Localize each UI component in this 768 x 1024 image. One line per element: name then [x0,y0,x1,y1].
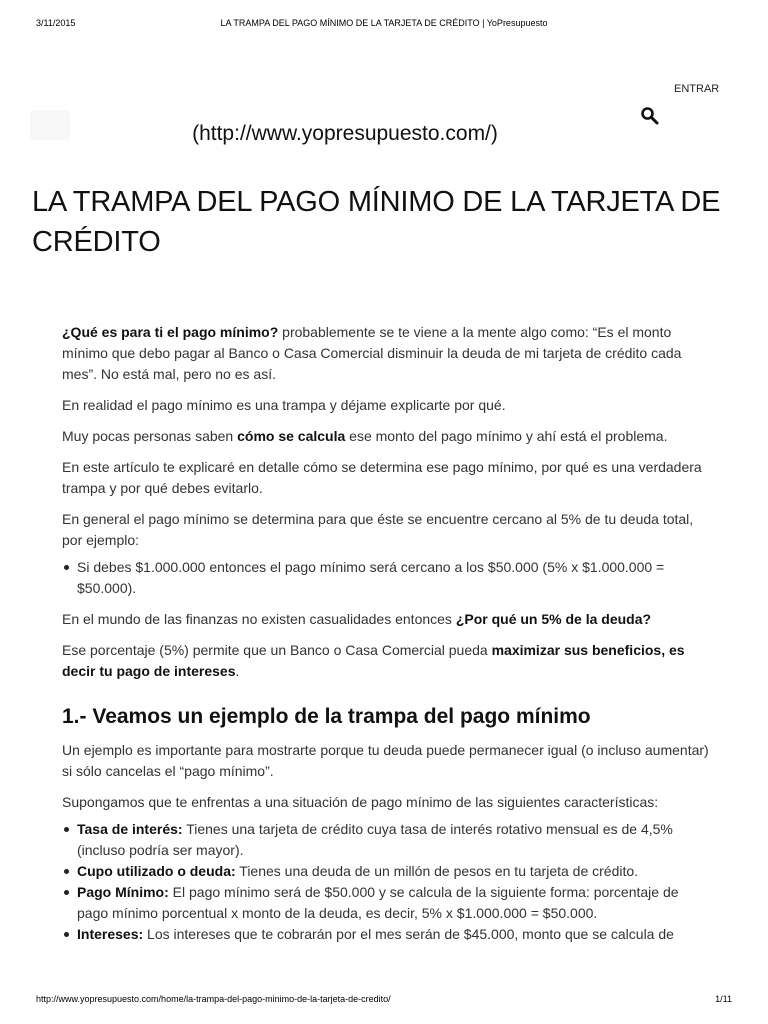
site-home-link[interactable]: (http://www.yopresupuesto.com/) [192,122,498,145]
bold-text: Cupo utilizado o deuda: [77,863,236,879]
bold-text: maximizar sus beneficios, es decir tu pago de intereses [62,642,685,679]
paragraph-text: Ese porcentaje (5%) permite que un Banco o Casa Comercial pueda [62,642,492,658]
print-footer [36,994,732,1008]
paragraph: Un ejemplo es importante para mostrarte porque tu deuda puede permanecer igual (o incluso aumentar) si sólo cancelas el “pago mínimo”. [62,742,709,779]
list-item-text: Los intereses que te cobrarán por el mes serán de $45.000, monto que se calcula de [143,926,674,942]
list-item: Si debes $1.000.000 entonces el pago mínimo será cercano a los $50.000 (5% x $1.000.000 = $50.000). [77,557,712,599]
print-page-title: LA TRAMPA DEL PAGO MÍNIMO DE LA TARJETA DE CRÉDITO | YoPresupuesto [220,18,548,28]
list-item [77,819,712,861]
login-link[interactable]: ENTRAR [674,83,720,95]
list-item [77,882,712,924]
paragraph: En realidad el pago mínimo es una trampa y déjame explicarte por qué. [62,397,506,413]
list-item [77,924,712,945]
article-title: LA TRAMPA DEL PAGO MÍNIMO DE LA TARJETA DE CRÉDITO [32,186,721,258]
paragraph: Supongamos que te enfrentas a una situación de pago mínimo de las siguientes características: [62,794,659,810]
paragraph-text: probablemente se te viene a la mente algo como: “Es el monto mínimo que debo pagar al Banco o Casa Comercial disminuir la deuda de mi tarjeta de crédito cada mes”. No está mal, pero no es así. [62,324,682,382]
paragraph: En general el pago mínimo se determina para que éste se encuentre cercano al 5% de tu deuda total, por ejemplo: [62,511,694,548]
paragraph-text: En el mundo de las finanzas no existen casualidades entonces [62,611,456,627]
characteristics-list [62,819,712,945]
paragraph [62,322,712,385]
paragraph [62,609,712,630]
paragraph-text: ese monto del pago mínimo y ahí está el problema. [345,428,668,444]
paragraph-text: Muy pocas personas saben [62,428,238,444]
list-item [77,861,712,882]
paragraph [62,640,712,682]
list-item-text: Tienes una tarjeta de crédito cuya tasa de interés rotativo mensual es de 4,5% (incluso podría ser mayor). [77,821,673,858]
bold-text: Tasa de interés: [77,821,183,837]
list-item-text: Tienes una deuda de un millón de pesos en tu tarjeta de crédito. [235,863,639,879]
section-heading: 1.- Veamos un ejemplo de la trampa del pago mínimo [62,705,591,728]
bold-text: Intereses: [77,926,144,942]
bold-text: Pago Mínimo: [77,884,169,900]
list-item-text: El pago mínimo será de $50.000 y se calcula de la siguiente forma: porcentaje de pago mínimo porcentual x monto de la deuda, es decir, 5% x $1.000.000 = $50.000. [77,884,679,921]
bold-text: cómo se calcula [237,428,346,444]
page-number: 1/11 [715,994,732,1004]
bold-text: ¿Por qué un 5% de la deuda? [455,611,652,627]
print-header [36,18,732,32]
paragraph [62,426,712,447]
bold-text: ¿Qué es para ti el pago mínimo? [62,324,279,340]
print-date: 3/11/2015 [36,18,76,28]
paragraph: En este artículo te explicaré en detalle cómo se determina ese pago mínimo, por qué es una verdadera trampa y por qué debes evitarlo. [62,459,702,496]
paragraph-text: . [235,663,240,679]
print-url: http://www.yopresupuesto.com/home/la-trampa-del-pago-minimo-de-la-tarjeta-de-credito/ [36,994,391,1004]
example-list [62,557,712,599]
article-body [62,322,712,955]
